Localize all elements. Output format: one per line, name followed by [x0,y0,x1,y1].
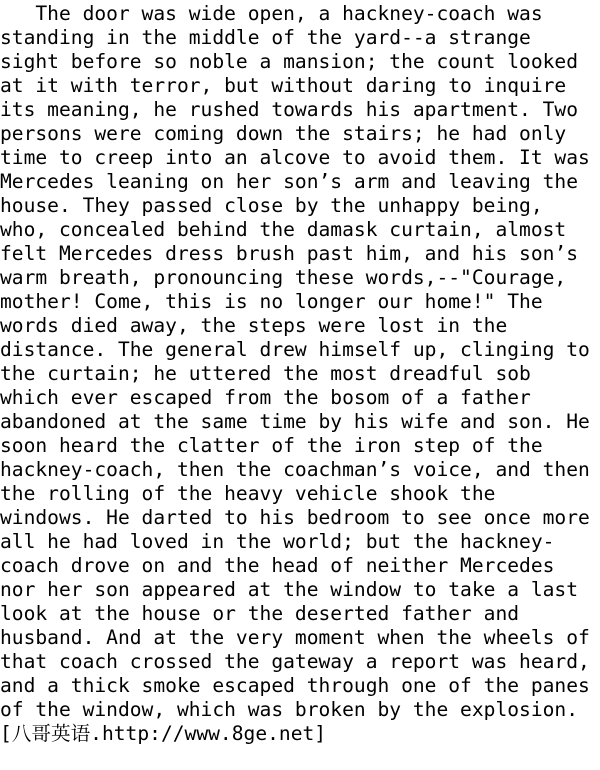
text-line: who, concealed behind the damask curtain, almost [0,218,567,241]
text-line: which ever escaped from the bosom of a father [0,386,531,409]
text-line: Mercedes leaning on her son’s arm and leaving the [0,170,579,193]
text-line: the rolling of the heavy vehicle shook the [0,482,496,505]
text-line: persons were coming down the stairs; he had only [0,122,567,145]
text-line: the curtain; he uttered the most dreadful sob [0,362,531,385]
text-line: at it with terror, but without daring to inquire [0,74,567,97]
text-line: that coach crossed the gateway a report was heard, [0,650,590,673]
text-line: windows. He darted to his bedroom to see once more [0,506,590,529]
text-line: The door was wide open, a hackney-coach was [0,2,543,25]
text-line: time to creep into an alcove to avoid them. It was [0,146,590,169]
text-line: mother! Come, this is no longer our home!" The [0,290,543,313]
source-link: [八哥英语.http://www.8ge.net] [0,722,327,745]
text-line: look at the house or the deserted father and [0,602,520,625]
text-line: its meaning, he rushed towards his apartment. Two [0,98,579,121]
text-line: distance. The general drew himself up, clinging to [0,338,590,361]
text-line: sight before so noble a mansion; the count looked [0,50,579,73]
text-line: all he had loved in the world; but the hackney- [0,530,555,553]
text-line: and a thick smoke escaped through one of the panes [0,674,590,697]
text-line: nor her son appeared at the window to take a last [0,578,579,601]
text-line: hackney-coach, then the coachman’s voice, and then [0,458,590,481]
text-line: of the window, which was broken by the explosion. [0,698,579,721]
text-line: husband. And at the very moment when the wheels of [0,626,590,649]
text-line: soon heard the clatter of the iron step of the [0,434,543,457]
text-line: standing in the middle of the yard--a strange [0,26,531,49]
text-line: felt Mercedes dress brush past him, and his son’s [0,242,579,265]
text-line: warm breath, pronouncing these words,--"Courage, [0,266,567,289]
text-line: house. They passed close by the unhappy being, [0,194,543,217]
text-line: coach drove on and the head of neither Mercedes [0,554,555,577]
text-line: words died away, the steps were lost in the [0,314,508,337]
text-line: abandoned at the same time by his wife and son. He [0,410,590,433]
